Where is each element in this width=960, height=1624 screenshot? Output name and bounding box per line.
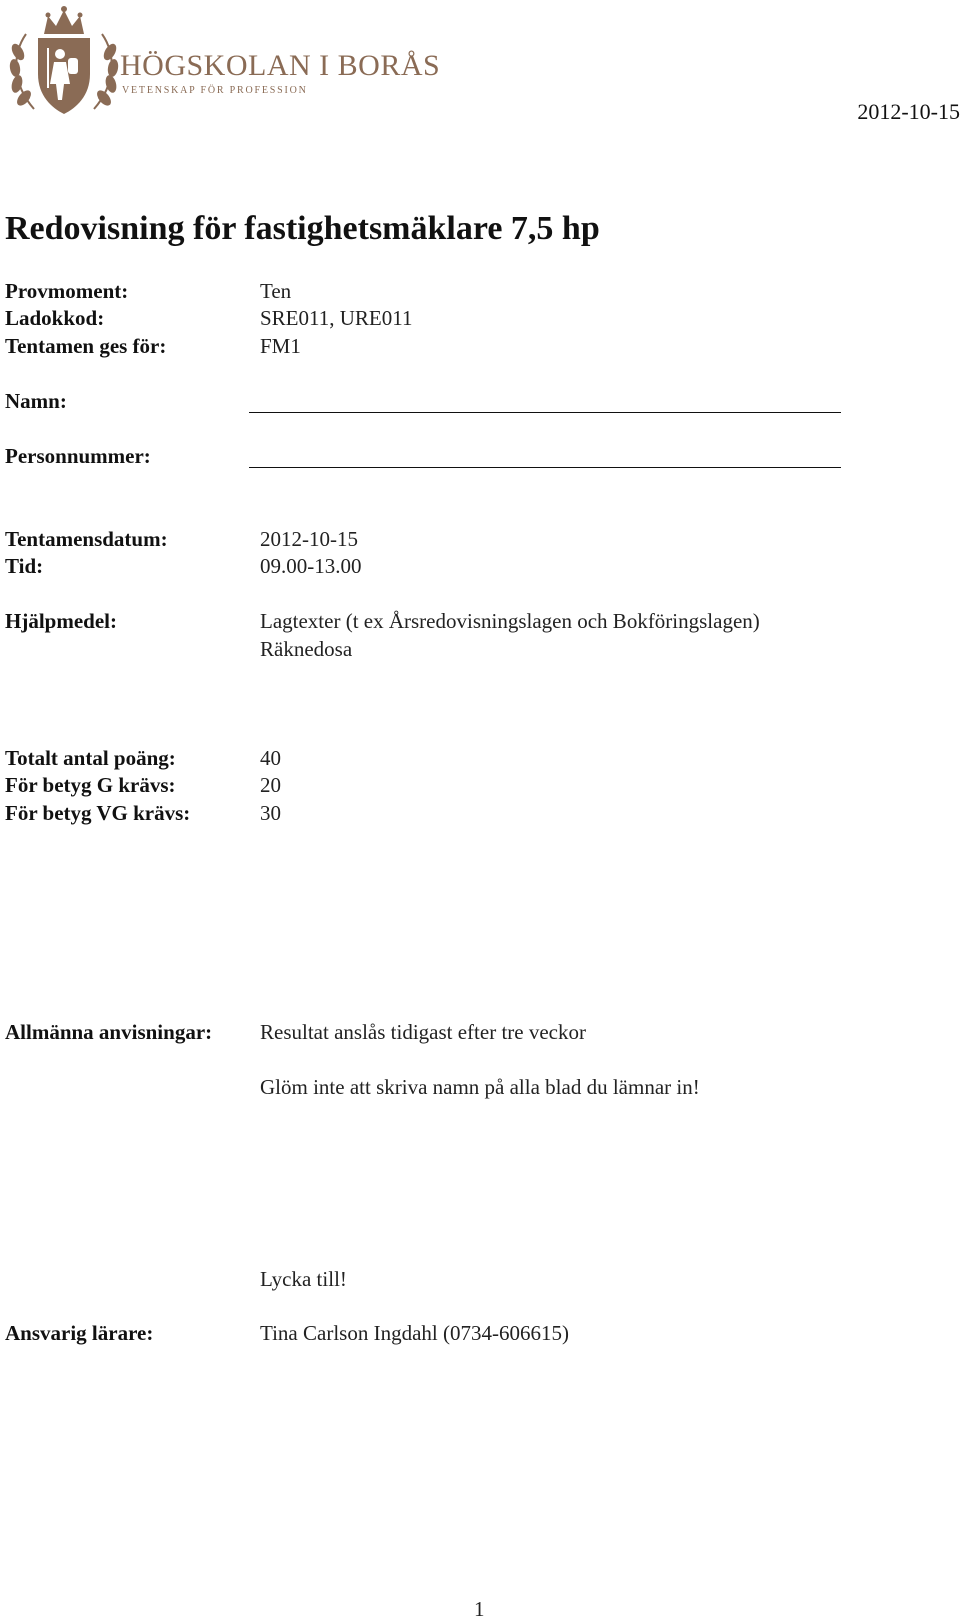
datum-value: 2012-10-15 xyxy=(260,527,358,551)
ladokkod-label: Ladokkod: xyxy=(5,306,105,330)
institution-tagline: VETENSKAP FÖR PROFESSION xyxy=(122,85,308,96)
instructions-line: Glöm inte att skriva namn på alla blad du lämnar in! xyxy=(260,1075,700,1099)
namn-label: Namn: xyxy=(5,389,67,413)
grade-vg-value: 30 xyxy=(260,801,281,825)
personnummer-line xyxy=(249,467,841,468)
datum-label: Tentamensdatum: xyxy=(5,527,168,551)
personnummer-label: Personnummer: xyxy=(5,444,151,468)
document-title: Redovisning för fastighetsmäklare 7,5 hp xyxy=(5,210,600,247)
instructions-label: Allmänna anvisningar: xyxy=(5,1020,213,1044)
grade-vg-label: För betyg VG krävs: xyxy=(5,801,191,825)
provmoment-value: Ten xyxy=(260,279,292,303)
good-luck-text: Lycka till! xyxy=(260,1267,347,1291)
crest-logo-icon xyxy=(4,4,124,124)
total-points-label: Totalt antal poäng: xyxy=(5,746,176,770)
header-date: 2012-10-15 xyxy=(857,99,960,124)
hjalpmedel-item: Räknedosa xyxy=(260,637,353,661)
grade-g-value: 20 xyxy=(260,773,281,797)
grade-g-label: För betyg G krävs: xyxy=(5,773,176,797)
page-number: 1 xyxy=(474,1597,485,1621)
hjalpmedel-item: Lagtexter (t ex Årsredovisningslagen och Bokföringslagen) xyxy=(260,609,760,633)
namn-line xyxy=(249,412,841,413)
teacher-value: Tina Carlson Ingdahl (0734-606615) xyxy=(260,1321,569,1345)
provmoment-label: Provmoment: xyxy=(5,279,129,303)
institution-name: HÖGSKOLAN I BORÅS xyxy=(120,49,441,82)
ges-for-value: FM1 xyxy=(260,334,301,358)
hjalpmedel-label: Hjälpmedel: xyxy=(5,609,117,633)
ges-for-label: Tentamen ges för: xyxy=(5,334,167,358)
ladokkod-value: SRE011, URE011 xyxy=(260,306,413,330)
teacher-label: Ansvarig lärare: xyxy=(5,1321,154,1345)
instructions-line: Resultat anslås tidigast efter tre veckor xyxy=(260,1020,586,1044)
tid-value: 09.00-13.00 xyxy=(260,554,362,578)
total-points-value: 40 xyxy=(260,746,281,770)
tid-label: Tid: xyxy=(5,554,44,578)
